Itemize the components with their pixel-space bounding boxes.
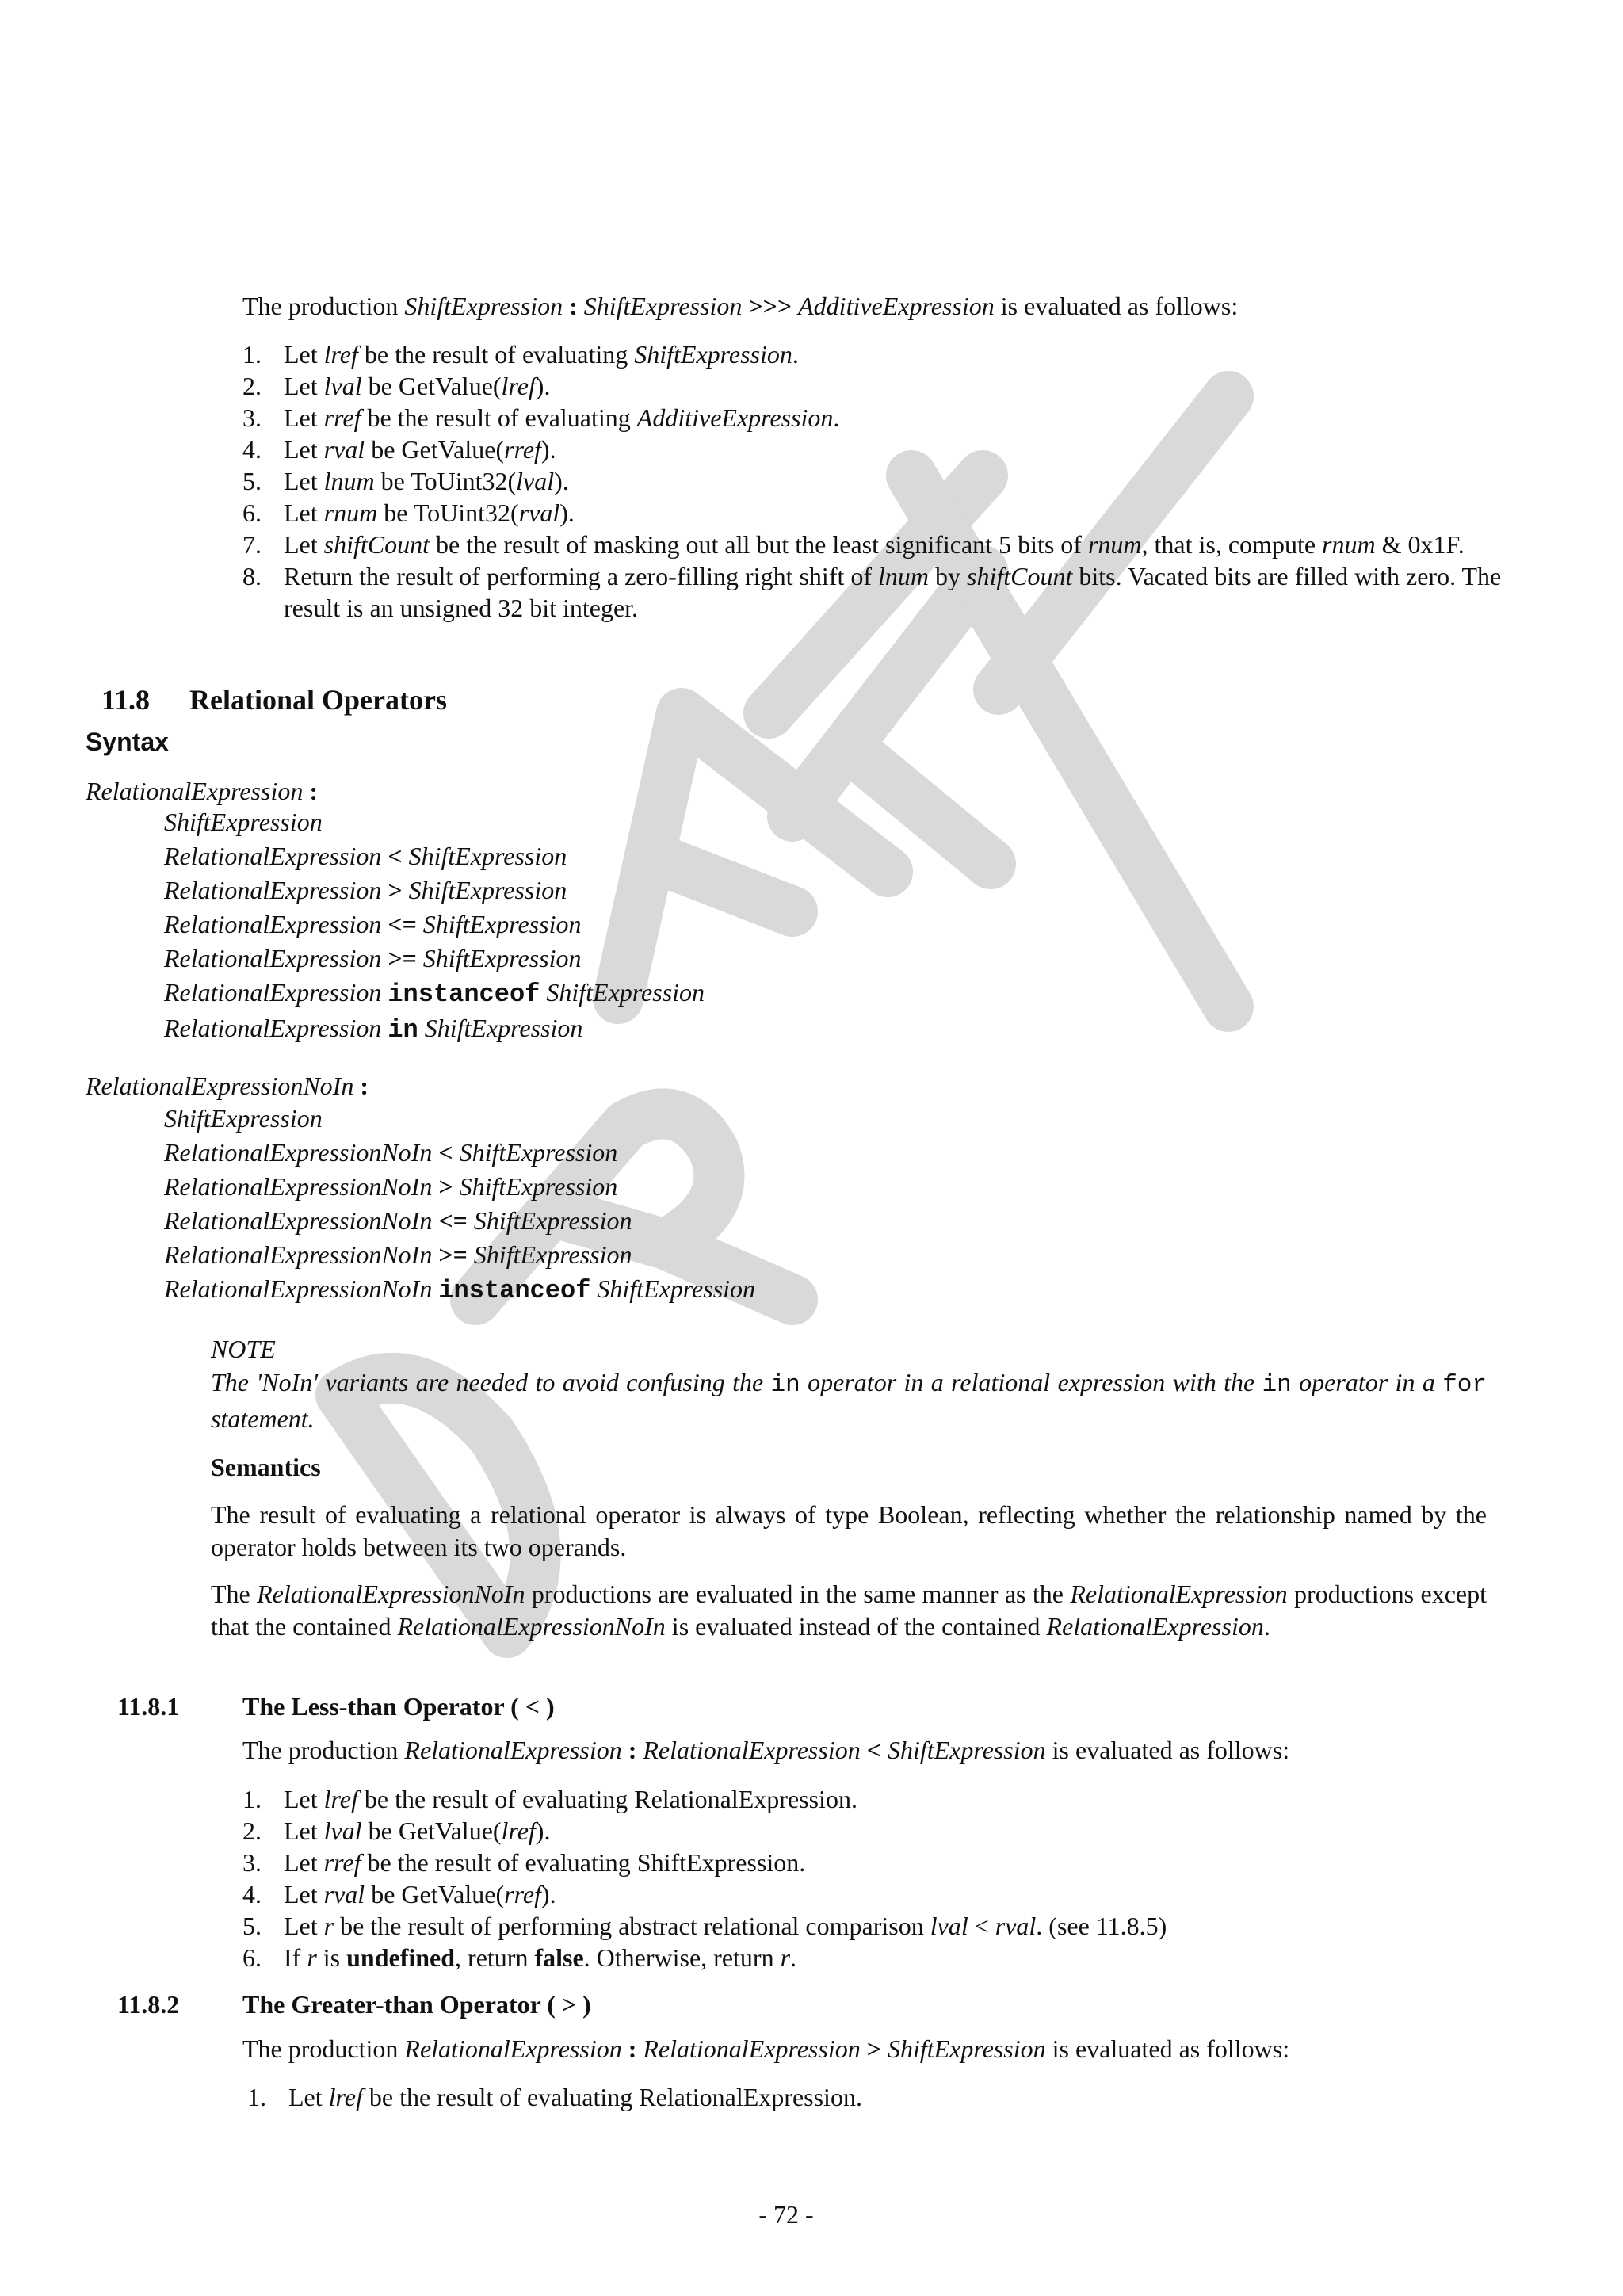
grammar-rule: RelationalExpressionNoIn > ShiftExpression [164, 1172, 618, 1201]
syntax-label: Syntax [86, 728, 169, 756]
list-item: 6. If r is undefined, return false. Otherwise, return r. [242, 1943, 797, 1972]
list-item: 2. Let lval be GetValue(lref). [242, 372, 551, 400]
grammar-lhs-relational-noin: RelationalExpressionNoIn : [86, 1072, 369, 1100]
grammar-lhs-relational: RelationalExpression : [86, 777, 318, 805]
list-item: 3. Let rref be the result of evaluating ShiftExpression. [242, 1848, 806, 1877]
note-text: The 'NoIn' variants are needed to avoid confusing the in operator in a relational expression with the in operator in a for statement. [211, 1368, 1487, 1433]
list-item: 1. Let lref be the result of evaluating RelationalExpression. [247, 2083, 862, 2111]
grammar-rule: RelationalExpressionNoIn >= ShiftExpression [164, 1240, 632, 1269]
grammar-rule: RelationalExpressionNoIn < ShiftExpression [164, 1138, 618, 1167]
grammar-rules-relational-noin [164, 1102, 755, 1308]
list-item: 5. Let lnum be ToUint32(lval). [242, 467, 569, 495]
greater-than-production-intro: The production RelationalExpression : RelationalExpression > ShiftExpression is evaluated as follows: [242, 2034, 1290, 2063]
grammar-rule: RelationalExpression in ShiftExpression [164, 1014, 583, 1045]
grammar-rules-relational [164, 805, 705, 1047]
list-item: 1. Let lref be the result of evaluating RelationalExpression. [242, 1785, 857, 1813]
grammar-rule: RelationalExpression < ShiftExpression [164, 842, 567, 870]
section-title-11-8-1: The Less-than Operator ( < ) [242, 1692, 555, 1721]
grammar-rule: RelationalExpressionNoIn <= ShiftExpression [164, 1206, 632, 1235]
section-heading-11-8-1: 11.8.1 [117, 1692, 180, 1721]
list-item: 5. Let r be the result of performing abstract relational comparison lval < rval. (see 11.8.5) [242, 1912, 1167, 1940]
section-heading-11-8-2: 11.8.2 [117, 1990, 180, 2019]
section-heading-11-8: 11.8 Relational Operators [101, 684, 447, 716]
grammar-rule: ShiftExpression [164, 808, 323, 836]
grammar-rule: RelationalExpression > ShiftExpression [164, 876, 567, 904]
list-item: 7. Let shiftCount be the result of masking out all but the least significant 5 bits of rnum, that is, compute rnum & 0x1F. [242, 530, 1465, 559]
semantics-paragraph-1: The result of evaluating a relational operator is always of type Boolean, reflecting whether the relationship named by the operator holds between its two operands. [211, 1500, 1487, 1561]
list-item: 4. Let rval be GetValue(rref). [242, 435, 556, 464]
list-item: 1. Let lref be the result of evaluating ShiftExpression. [242, 340, 799, 369]
grammar-rule: RelationalExpression <= ShiftExpression [164, 910, 582, 938]
grammar-rule: RelationalExpressionNoIn instanceof ShiftExpression [164, 1274, 756, 1305]
list-item: 2. Let lval be GetValue(lref). [242, 1817, 551, 1845]
list-item: 8. Return the result of performing a zero-filling right shift of lnum by shiftCount bits. Vacated bits are filled with zero. The result is an unsigned 32 bit integer. [242, 562, 1502, 622]
semantics-label: Semantics [211, 1453, 321, 1481]
note-label: NOTE [211, 1335, 276, 1363]
section-title-11-8-2: The Greater-than Operator ( > ) [242, 1990, 591, 2019]
list-item: 3. Let rref be the result of evaluating AdditiveExpression. [242, 403, 840, 432]
greater-than-steps-list [247, 2081, 862, 2113]
page-number: - 72 - [758, 2200, 814, 2229]
semantics-paragraph-2: The RelationalExpressionNoIn productions are evaluated in the same manner as the RelationalExpression productions except that the contained RelationalExpressionNoIn is evaluated instead of the contained RelationalExpression. [211, 1580, 1487, 1641]
less-than-steps-list [242, 1783, 1167, 1973]
less-than-production-intro: The production RelationalExpression : RelationalExpression < ShiftExpression is evaluated as follows: [242, 1736, 1290, 1764]
shift-production-intro: The production ShiftExpression : ShiftExpression >>> AdditiveExpression is evaluated as follows: [242, 292, 1239, 320]
grammar-rule: RelationalExpression >= ShiftExpression [164, 944, 582, 972]
grammar-rule: ShiftExpression [164, 1104, 323, 1133]
shift-steps-list [242, 338, 1528, 624]
grammar-rule: RelationalExpression instanceof ShiftExpression [164, 978, 705, 1009]
list-item: 6. Let rnum be ToUint32(rval). [242, 499, 575, 527]
list-item: 4. Let rval be GetValue(rref). [242, 1880, 556, 1908]
